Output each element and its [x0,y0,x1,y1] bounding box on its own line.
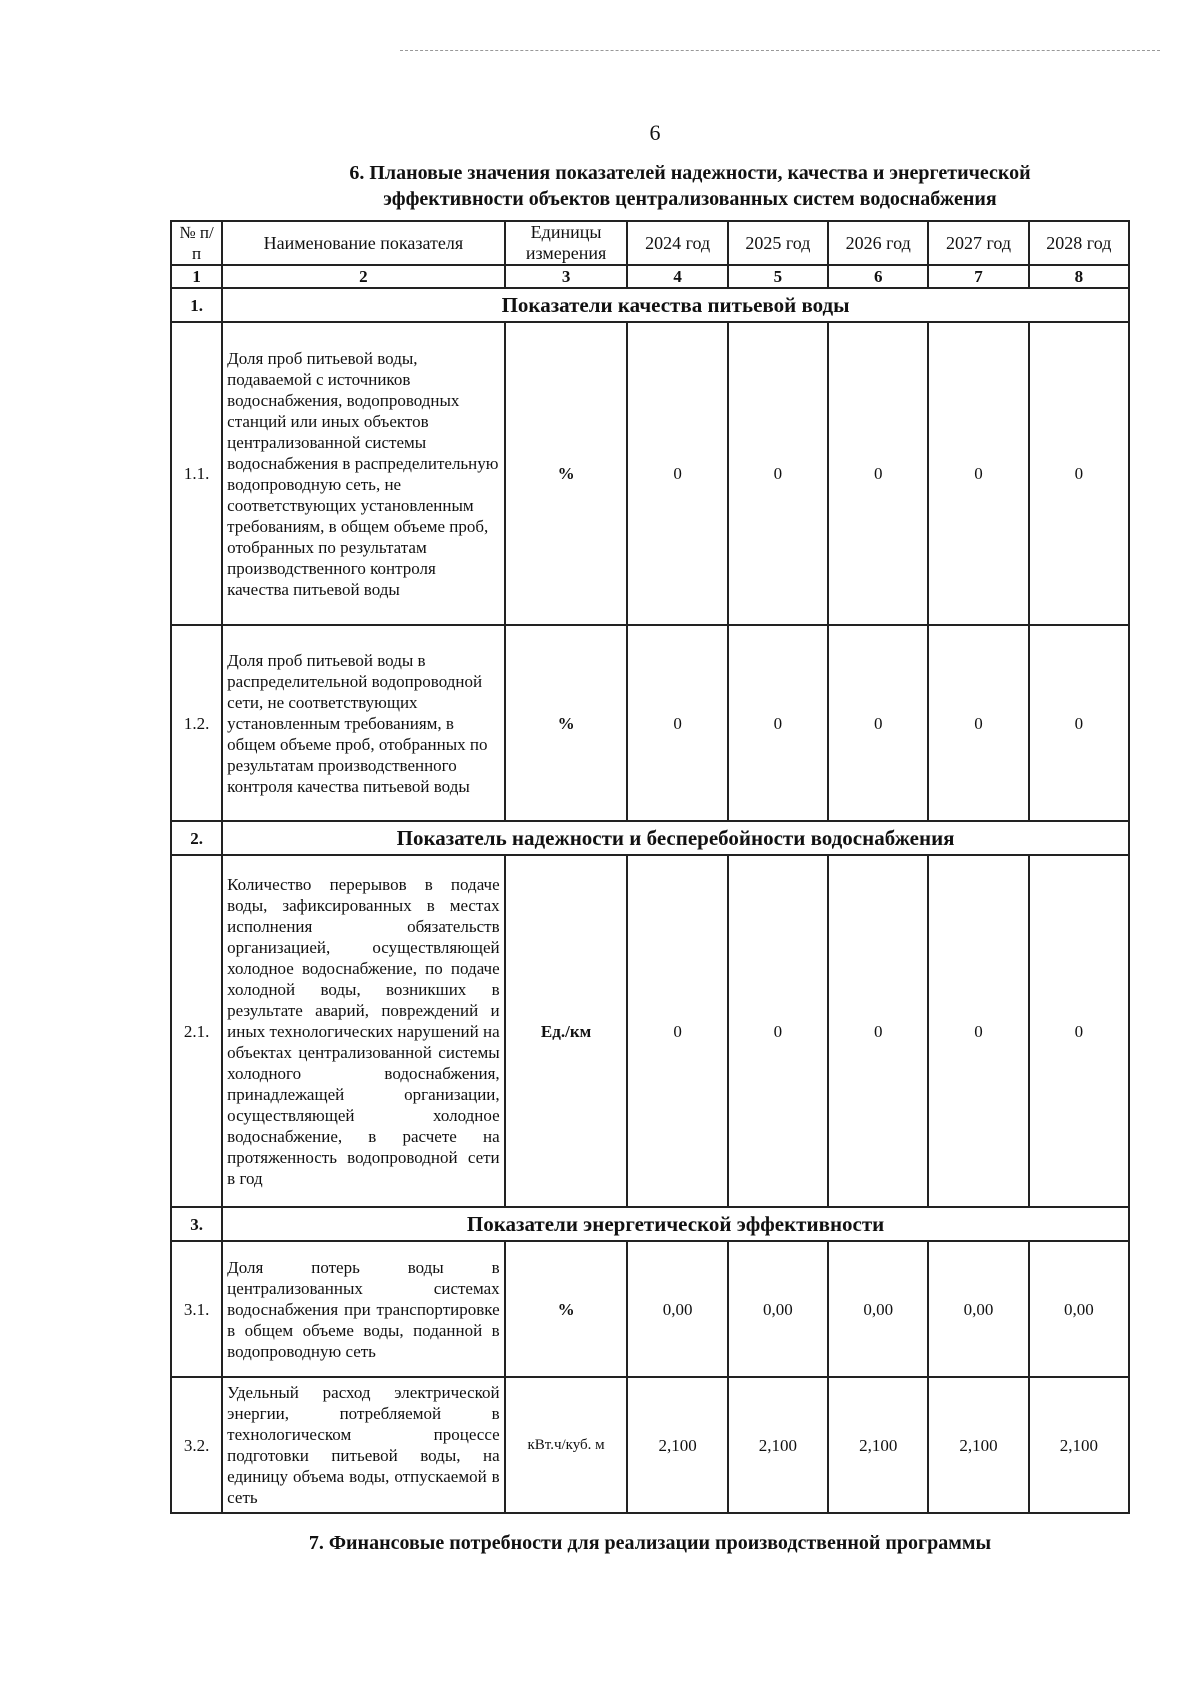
value-2024: 0 [627,625,727,821]
value-2027: 0,00 [928,1241,1028,1377]
page-number: 6 [649,120,661,145]
value-2025: 0 [728,625,828,821]
value-2026: 0,00 [828,1241,928,1377]
value-2024: 0,00 [627,1241,727,1377]
indicator-unit: % [505,625,628,821]
group-number: 3. [171,1207,222,1241]
value-2026: 2,100 [828,1377,928,1513]
indicator-name: Доля потерь воды в централизованных системах водоснабжения при транспортировке в общем объеме воды, поданной в водопроводную сеть [222,1241,504,1377]
value-2028: 0,00 [1029,1241,1129,1377]
group-title: Показатели качества питьевой воды [222,288,1129,322]
column-number-row [171,265,1129,288]
header-year-2025: 2025 год [728,221,828,265]
indicator-name: Количество перерывов в подаче воды, зафиксированных в местах исполнения обязательств организацией, осуществляющей холодное водоснабжение, по подаче холодной воды, возникших в результате аварий, повреждений и иных технологических нарушений на объектах централизованной системы холодного водоснабжения, принадлежащей организации, осуществляющей холодное водоснабжение, в расчете на протяженность водопроводной сети в год [222,855,504,1207]
indicator-unit: кВт.ч/куб. м [505,1377,628,1513]
row-number: 3.1. [171,1241,222,1377]
group-row-energy [171,1207,1129,1241]
group-number: 2. [171,821,222,855]
column-number: 2 [222,265,504,288]
indicator-name: Доля проб питьевой воды, подаваемой с источников водоснабжения, водопроводных станций или иных объектов централизованной системы водоснабжения в распределительную водопроводную сеть, не соответствующих установленным требованиям, в общем объеме проб, отобранных по результатам производственного контроля качества питьевой воды [222,322,504,625]
header-year-2027: 2027 год [928,221,1028,265]
value-2025: 2,100 [728,1377,828,1513]
indicator-name: Удельный расход электрической энергии, потребляемой в технологическом процессе подготовки питьевой воды, на единицу объема воды, отпускаемой в сеть [222,1377,504,1513]
value-2025: 0 [728,855,828,1207]
section-6-title-line-2: эффективности объектов централизованных систем водоснабжения [383,188,997,210]
value-2028: 0 [1029,625,1129,821]
section-6-title [260,160,1120,212]
column-number: 7 [928,265,1028,288]
header-unit: Единицы измерения [505,221,628,265]
column-number: 1 [171,265,222,288]
value-2027: 0 [928,322,1028,625]
row-number: 2.1. [171,855,222,1207]
column-number: 5 [728,265,828,288]
indicator-unit: Ед./км [505,855,628,1207]
value-2027: 0 [928,855,1028,1207]
header-name: Наименование показателя [222,221,504,265]
value-2028: 2,100 [1029,1377,1129,1513]
value-2028: 0 [1029,855,1129,1207]
indicator-unit: % [505,1241,628,1377]
value-2028: 0 [1029,322,1129,625]
table-row [171,1241,1129,1377]
header-no: № п/п [171,221,222,265]
section-6-title-line-1: 6. Плановые значения показателей надежности, качества и энергетической [349,162,1031,184]
indicators-table [170,220,1130,1514]
value-2026: 0 [828,322,928,625]
column-number: 8 [1029,265,1129,288]
group-title: Показатель надежности и бесперебойности водоснабжения [222,821,1129,855]
section-7-title: 7. Финансовые потребности для реализации производственной программы [308,1532,992,1554]
table-row [171,855,1129,1207]
column-number: 3 [505,265,628,288]
value-2026: 0 [828,855,928,1207]
table-header-row [171,221,1129,265]
scan-artifact-line [400,50,1160,51]
value-2025: 0,00 [728,1241,828,1377]
indicator-name: Доля проб питьевой воды в распределительной водопроводной сети, не соответствующих установленным требованиям, в общем объеме проб, отобранных по результатам производственного контроля качества питьевой воды [222,625,504,821]
header-year-2026: 2026 год [828,221,928,265]
row-number: 3.2. [171,1377,222,1513]
indicator-unit: % [505,322,628,625]
table-row [171,1377,1129,1513]
value-2024: 0 [627,322,727,625]
column-number: 4 [627,265,727,288]
header-year-2028: 2028 год [1029,221,1129,265]
header-year-2024: 2024 год [627,221,727,265]
value-2027: 2,100 [928,1377,1028,1513]
column-number: 6 [828,265,928,288]
table-row [171,625,1129,821]
value-2026: 0 [828,625,928,821]
group-row-quality [171,288,1129,322]
table-row [171,322,1129,625]
value-2025: 0 [728,322,828,625]
row-number: 1.1. [171,322,222,625]
value-2027: 0 [928,625,1028,821]
value-2024: 0 [627,855,727,1207]
value-2024: 2,100 [627,1377,727,1513]
group-row-reliability [171,821,1129,855]
row-number: 1.2. [171,625,222,821]
group-title: Показатели энергетической эффективности [222,1207,1129,1241]
group-number: 1. [171,288,222,322]
